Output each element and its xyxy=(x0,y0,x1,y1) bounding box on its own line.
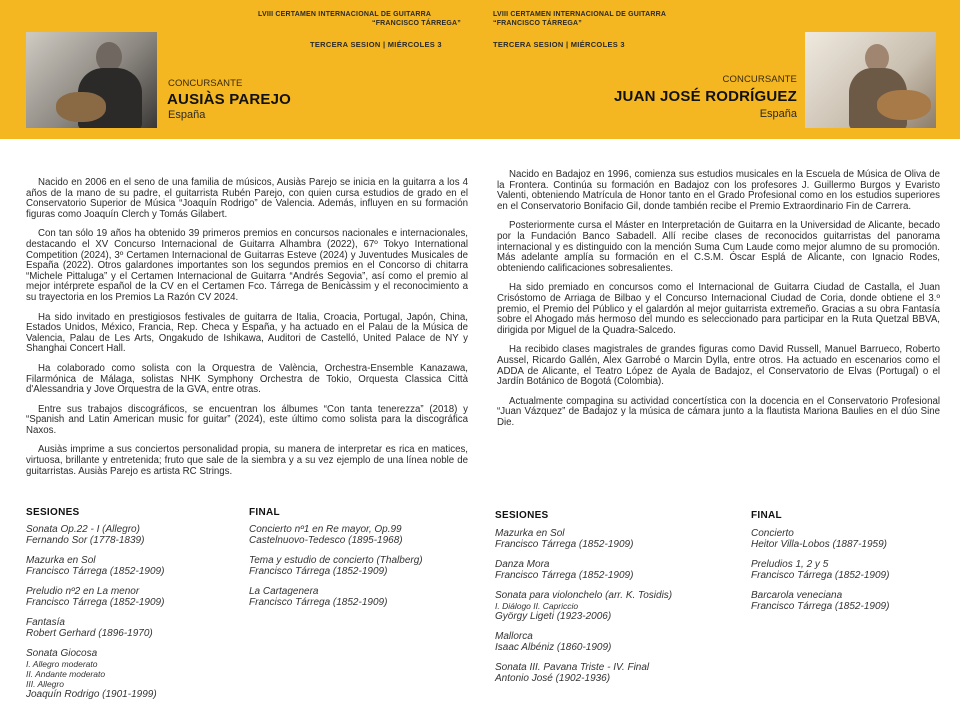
work-composer: Francisco Tárrega (1852-1909) xyxy=(751,570,890,581)
program-heading-sessions-left: SESIONES xyxy=(26,507,80,518)
program-item xyxy=(26,524,241,546)
work-composer: Robert Gerhard (1896-1970) xyxy=(26,628,153,639)
work-composer: Francisco Tárrega (1852-1909) xyxy=(26,566,165,577)
work-title: Mallorca xyxy=(495,631,533,642)
contestant-name-right: JUAN JOSÉ RODRÍGUEZ xyxy=(614,88,797,105)
bio-paragraph: Nacido en Badajoz en 1996, comienza sus estudios musicales en la Escuela de Música de Oliva de la Frontera. Continúa su formación en Badajoz con los profesores J. Guillermo Burgos y Evaristo Valenti, obteniendo Matrícula de Honor tanto en el Grado Profesional como en los estudios superiores en el Conservatorio Bonifacio Gil, donde también recibe el Premio Extraordinario Fin de Carrera. xyxy=(497,169,940,212)
program-item xyxy=(751,559,951,581)
work-title: Sonata Op.22 - I (Allegro) xyxy=(26,524,140,535)
work-composer: György Ligeti (1923-2006) xyxy=(495,611,612,622)
work-title: Tema y estudio de concierto (Thalberg) xyxy=(249,555,423,566)
work-title: Preludios 1, 2 y 5 xyxy=(751,559,829,570)
session-label-left: TERCERA SESION | MIÉRCOLES 3 xyxy=(310,40,442,49)
contest-line2: “FRANCISCO TÁRREGA” xyxy=(493,20,582,27)
program-item xyxy=(249,555,484,577)
bio-paragraph: Ha colaborado como solista con la Orquestra de València, Orchestra-Ensemble Kanazawa, Filarmónica de Málaga, solistas NHK Symphony Orchestra de Tokio, Orquesta Classica Città d'Alessandria y Jove Orquestra de la GVA, entre otras. xyxy=(26,362,468,396)
contest-title-right xyxy=(493,10,723,28)
work-title: Danza Mora xyxy=(495,559,550,570)
session-label-right: TERCERA SESION | MIÉRCOLES 3 xyxy=(493,40,625,49)
work-composer: Isaac Albéniz (1860-1909) xyxy=(495,642,612,653)
contest-title-left xyxy=(258,10,488,28)
work-title: Sonata para violonchelo (arr. K. Tosidis) xyxy=(495,590,673,601)
work-title: Sonata III. Pavana Triste - IV. Final xyxy=(495,662,650,673)
biography-right xyxy=(497,170,940,437)
contestant-role-right: CONCURSANTE xyxy=(722,74,797,85)
program-heading-final-right: FINAL xyxy=(751,510,782,521)
program-item xyxy=(495,559,745,581)
work-movement: II. Andante moderato xyxy=(26,669,106,679)
contest-line2: “FRANCISCO TÁRREGA” xyxy=(372,20,461,27)
work-composer: Castelnuovo-Tedesco (1895-1968) xyxy=(249,535,403,546)
work-title: Mazurka en Sol xyxy=(26,555,96,566)
program-item xyxy=(249,524,484,546)
work-movement: I. Diálogo II. Capriccio xyxy=(495,601,579,611)
work-composer: Antonio José (1902-1936) xyxy=(495,673,611,684)
bio-paragraph: Actualmente compagina su actividad concertística con la docencia en el Conservatorio Profesional “Juan Vázquez” de Badajoz y la música de cámara junto a la flautista Mariona Baulies en el dúo Sine Die. xyxy=(497,395,940,428)
contest-line1: LVIII CERTAMEN INTERNACIONAL DE GUITARRA xyxy=(493,11,667,18)
biography-left xyxy=(26,178,468,486)
bio-paragraph: Ha sido premiado en concursos como el Internacional de Guitarra Ciudad de Castalla, el Juan Crisóstomo de Arriaga de Bilbao y el Concurso Internacional Ciudad de Coria, donde obtiene el 3.º premio, el Premio del Público y el galardón al mejor guitarrista extremeño. Gracias a su obra Fantasía sobre el Ahogado más hermoso del mundo es seleccionado para participar en la Ruta Quetzal BBVA, dirigida por Miguel de la Quadra-Salcedo. xyxy=(497,282,940,336)
program-list-final-right xyxy=(751,528,951,621)
contestant-role-left: CONCURSANTE xyxy=(168,78,243,89)
work-title: Fantasía xyxy=(26,617,65,628)
program-item xyxy=(26,617,241,639)
work-composer: Francisco Tárrega (1852-1909) xyxy=(751,601,890,612)
bio-paragraph: Ausiàs imprime a sus conciertos personalidad propia, su manera de interpretar es rica en matices, virtuosa, brillante y entretenida; fruto que sale de la siembra y a su vez ejemplo de una línea noble de guitarristas. Ausiàs Parejo es artista RC Strings. xyxy=(26,444,468,477)
contestant-country-left: España xyxy=(168,109,206,121)
work-title: Sonata Giocosa xyxy=(26,648,98,659)
work-title: Concierto nº1 en Re mayor, Op.99 xyxy=(249,524,402,535)
program-list-sessions-left xyxy=(26,524,241,709)
bio-paragraph: Ha sido invitado en prestigiosos festivales de guitarra de Italia, Croacia, Portugal, Japón, China, Estados Unidos, México, Francia, Rep. Checa y España, y ha actuado en el Palau de la Música de Valencia, Palau de Les Arts, Ongakudo de Ishikawa, Auditori de Castelló, United Palace de NY y Shanghai Concert Hall. xyxy=(26,311,468,355)
program-item xyxy=(495,662,745,684)
bio-paragraph: Nacido en 2006 en el seno de una familia de músicos, Ausiàs Parejo se inicia en la guitarra a los 4 años de la mano de su padre, el guitarrista Rubén Parejo, con quien cursa estudios de grado en el Conservatorio Superior de Música “Joaquín Rodrigo” de Valencia. Además, influyen en su formación figuras como Joaquín Clerch y Tomás Gilabert. xyxy=(26,177,468,220)
program-item xyxy=(249,586,484,608)
program-item xyxy=(495,590,745,622)
work-title: La Cartagenera xyxy=(249,586,319,597)
work-movement: III. Allegro xyxy=(26,679,64,689)
work-title: Mazurka en Sol xyxy=(495,528,565,539)
work-composer: Francisco Tárrega (1852-1909) xyxy=(495,570,634,581)
work-composer: Fernando Sor (1778-1839) xyxy=(26,535,145,546)
bio-paragraph: Posteriormente cursa el Máster en Interpretación de Guitarra en la Universidad de Alicante, becado por la Fundación Banco Sabadell. Allí recibe clases de reconocidos guitarristas del panorama internacional y es distinguido con la mención Suma Cum Laude como mejor alumno de su promoción. Más adelante amplía su formación en el C.S.M. Óscar Esplá de Alicante, con Ignacio Rodes, obteniendo calificaciones sobresalientes. xyxy=(497,220,940,274)
program-item xyxy=(751,528,951,550)
work-composer: Francisco Tárrega (1852-1909) xyxy=(249,597,388,608)
bio-paragraph: Ha recibido clases magistrales de grandes figuras como David Russell, Manuel Barrueco, Roberto Aussel, Ricardo Gallén, Alex Garrobé o Marcin Dylla, entre otros. Ha actuado en escenarios como el ADDA de Alicante, el Teatro López de Ayala de Badajoz, el Conservatorio de Elvas (Portugal) o el Jardín Botánico de Bogotá (Colombia). xyxy=(497,344,940,388)
work-composer: Heitor Villa-Lobos (1887-1959) xyxy=(751,539,888,550)
program-item xyxy=(26,586,241,608)
work-composer: Francisco Tárrega (1852-1909) xyxy=(26,597,165,608)
program-heading-sessions-right: SESIONES xyxy=(495,510,549,521)
contestant-name-left: AUSIÀS PAREJO xyxy=(167,91,292,108)
program-list-sessions-right xyxy=(495,528,745,693)
contestant-photo-left xyxy=(26,32,157,128)
work-composer: Joaquín Rodrigo (1901-1999) xyxy=(26,689,157,700)
bio-paragraph: Entre sus trabajos discográficos, se encuentran los álbumes “Con tanta tenerezza” (2018) y “Spanish and Latin American music for guitar” (2024), este último como solista para la discográfica Naxos. xyxy=(26,403,468,436)
program-item xyxy=(751,590,951,612)
program-item xyxy=(26,555,241,577)
program-item xyxy=(495,631,745,653)
work-composer: Francisco Tárrega (1852-1909) xyxy=(249,566,388,577)
work-title: Barcarola veneciana xyxy=(751,590,843,601)
program-item xyxy=(26,648,241,700)
work-movement: I. Allegro moderato xyxy=(26,659,98,669)
contestant-country-right: España xyxy=(759,108,797,120)
work-title: Preludio nº2 en La menor xyxy=(26,586,140,597)
work-composer: Francisco Tárrega (1852-1909) xyxy=(495,539,634,550)
work-title: Concierto xyxy=(751,528,794,539)
contest-line1: LVIII CERTAMEN INTERNACIONAL DE GUITARRA xyxy=(258,11,432,18)
program-heading-final-left: FINAL xyxy=(249,507,280,518)
program-list-final-left xyxy=(249,524,484,617)
contestant-photo-right xyxy=(805,32,936,128)
bio-paragraph: Con tan sólo 19 años ha obtenido 39 primeros premios en concursos nacionales e internacionales, destacando el XV Concurso Internacional de Guitarra Alhambra (2022), 67º Tokyo International Competition (2024), 3º Certamen Internacional de Guitarras Esteve (2024) y Juventudes Musicales de España (2022). Otros galardones importantes son los segundos premios en el Concorso di chitarra “Michele Pittaluga” y el Certamen Internacional de Guitarra “Andrés Segovia”, así como el premio al mejor intérprete español de la CV en el Certamen Fco. Tárrega de Benicàssim y el reconocimiento a su trayectoria en los Premios La Razón CV 2024. xyxy=(26,228,468,303)
program-item xyxy=(495,528,745,550)
